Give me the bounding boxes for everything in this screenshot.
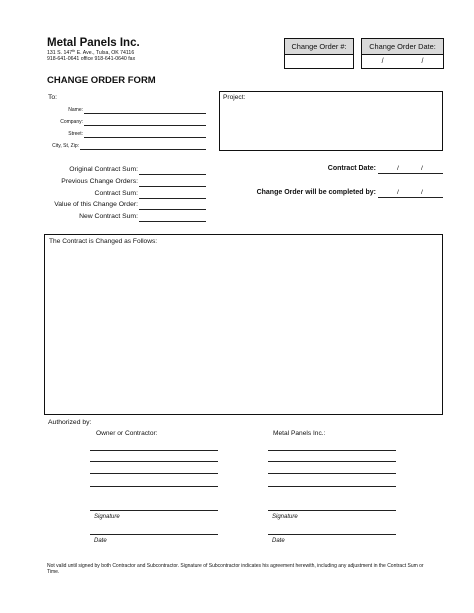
change-order-number-box	[284, 38, 354, 69]
change-order-date-field[interactable]: / /	[381, 57, 442, 65]
company-label: Company:	[60, 119, 83, 125]
company-field[interactable]	[84, 125, 206, 126]
street-field[interactable]	[84, 137, 206, 138]
owner-signature-field[interactable]	[90, 510, 218, 511]
metal-panels-signature-field[interactable]	[268, 510, 396, 511]
original-contract-sum-field[interactable]	[139, 174, 206, 175]
previous-change-orders-label: Previous Change Orders:	[61, 178, 138, 185]
contract-date-slash-1: /	[397, 165, 399, 172]
contract-date-field[interactable]	[378, 173, 443, 174]
city-state-zip-field[interactable]	[80, 149, 206, 150]
change-order-value-label: Value of this Change Order:	[54, 201, 138, 208]
completion-date-slash-2: /	[421, 189, 423, 196]
authorized-by-label: Authorized by:	[48, 419, 92, 426]
metal-panels-date-field[interactable]	[268, 534, 396, 535]
change-order-value-field[interactable]	[139, 209, 206, 210]
metal-panels-label: Metal Panels Inc.:	[273, 430, 326, 437]
city-state-zip-label: City, St, Zip:	[52, 143, 79, 149]
new-contract-sum-label: New Contract Sum:	[79, 213, 138, 220]
company-address: 131 S. 147th E. Ave., Tulsa, OK 74116	[47, 49, 135, 56]
form-title: CHANGE ORDER FORM	[47, 75, 156, 86]
owner-line-3[interactable]	[90, 473, 218, 474]
metal-panels-line-2[interactable]	[268, 461, 396, 462]
metal-panels-signature-label: Signature	[272, 514, 298, 520]
name-label: Name:	[68, 107, 83, 113]
owner-date-label: Date	[94, 538, 107, 544]
owner-line-2[interactable]	[90, 461, 218, 462]
change-order-number-field[interactable]	[285, 54, 353, 68]
metal-panels-date-label: Date	[272, 538, 285, 544]
street-label: Street:	[68, 131, 83, 137]
owner-line-4[interactable]	[90, 486, 218, 487]
original-contract-sum-label: Original Contract Sum:	[69, 166, 138, 173]
contract-date-slash-2: /	[421, 165, 423, 172]
change-order-number-label: Change Order #:	[285, 39, 353, 55]
contract-sum-label: Contract Sum:	[94, 190, 138, 197]
metal-panels-line-3[interactable]	[268, 473, 396, 474]
new-contract-sum-field[interactable]	[139, 221, 206, 222]
name-field[interactable]	[84, 113, 206, 114]
owner-signature-label: Signature	[94, 514, 120, 520]
contract-changes-label: The Contract is Changed as Follows:	[49, 238, 158, 245]
completion-date-label: Change Order will be completed by:	[256, 189, 376, 196]
completion-date-slash-1: /	[397, 189, 399, 196]
contract-date-label: Contract Date:	[327, 165, 376, 172]
contract-sum-field[interactable]	[139, 198, 206, 199]
owner-contractor-label: Owner or Contractor:	[96, 430, 158, 437]
owner-date-field[interactable]	[90, 534, 218, 535]
contract-changes-box[interactable]	[44, 234, 443, 415]
change-order-date-box	[361, 38, 444, 69]
project-label: Project:	[223, 94, 246, 101]
metal-panels-line-4[interactable]	[268, 486, 396, 487]
to-label: To:	[48, 94, 58, 101]
project-box[interactable]	[219, 91, 443, 151]
company-name: Metal Panels Inc.	[47, 37, 140, 49]
owner-line-1[interactable]	[90, 450, 218, 451]
change-order-date-label: Change Order Date:	[362, 39, 443, 55]
previous-change-orders-field[interactable]	[139, 186, 206, 187]
footnote: Not valid until signed by both Contractor and Subcontractor. Signature of Subcontractor indicates his agreement herewith, including any adjustment in the Contract Sum or Time.	[47, 563, 424, 576]
company-phones: 918-641-0641 office 918-641-0640 fax	[47, 56, 136, 62]
completion-date-field[interactable]	[378, 197, 443, 198]
metal-panels-line-1[interactable]	[268, 450, 396, 451]
